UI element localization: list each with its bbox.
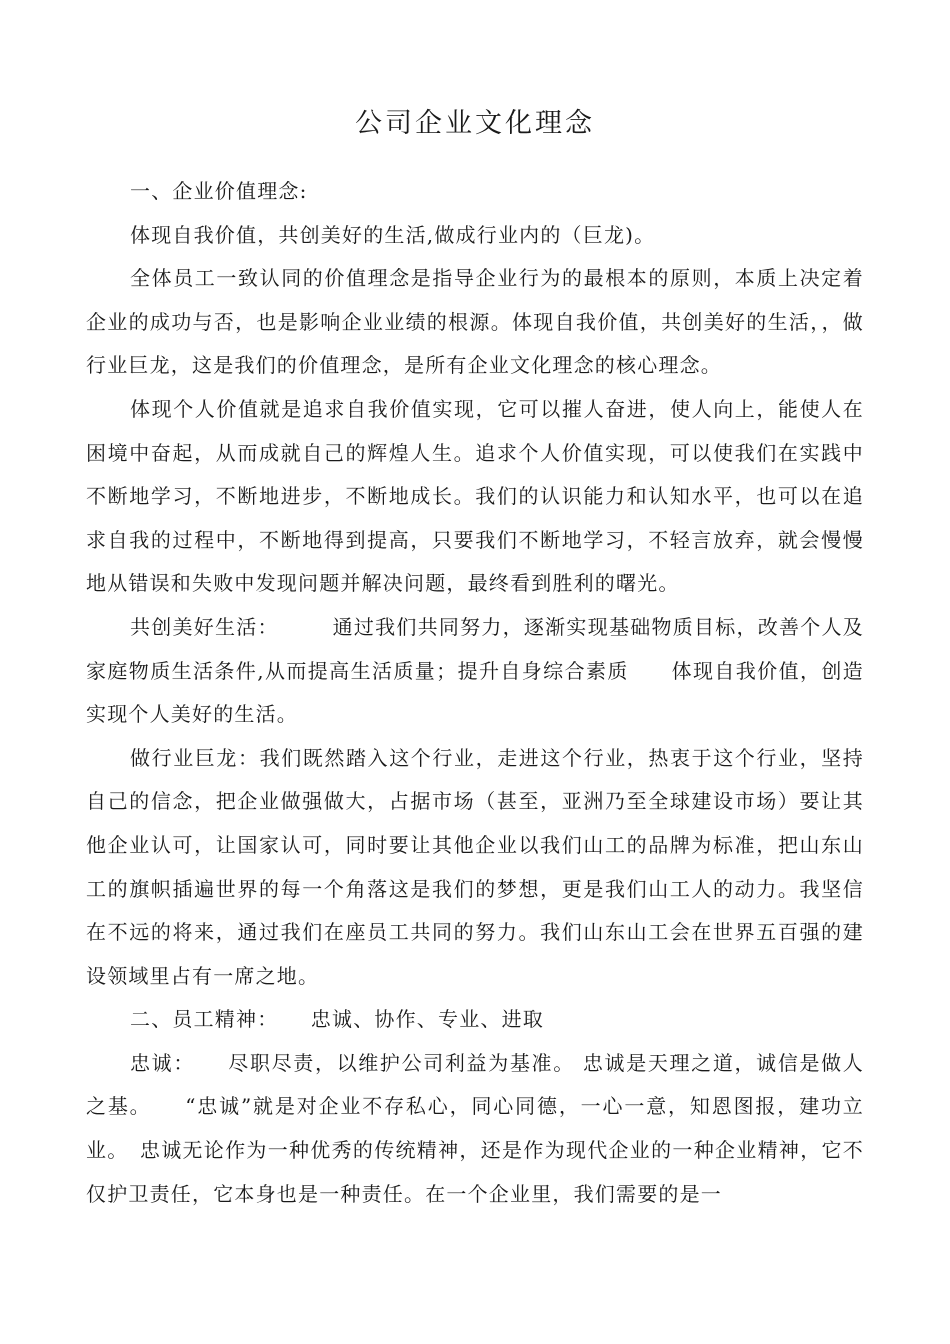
document-title: 公司企业文化理念 — [355, 108, 595, 139]
paragraph-loyalty: 忠诚： 尽职尽责，以维护公司利益为基准。 忠诚是天理之道，诚信是做人之基。 “忠诚”就是对企业不存私心，同心同德，一心一意，知恩图报，建功立业。 忠诚无论作为一种优秀的传统精神，还是作为现代企业的一种企业精神，它不仅护卫责任，它本身也是一种责任。在一个企业里，我们需要的是一 — [86, 1050, 864, 1206]
paragraph-values-slogan: 体现自我价值，共创美好的生活,做成行业内的（巨龙)。 — [130, 222, 656, 247]
document-page — [86, 100, 864, 1216]
paragraph-heading-spirit: 二、员工精神： 忠诚、协作、专业、进取 — [130, 1007, 544, 1032]
paragraph-industry-leader: 做行业巨龙：我们既然踏入这个行业，走进这个行业，热衷于这个行业，坚持自己的信念，把企业做强做大，占据市场（甚至，亚洲乃至全球建设市场）要让其他企业认可，让国家认可，同时要让其他企业以我们山工的品牌为标准，把山东山工的旗帜插遍世界的每一个角落这是我们的梦想，更是我们山工人的动力。我坚信在不远的将来，通过我们在座员工共同的努力。我们山东山工会在世界五百强的建设领域里占有一席之地。 — [86, 745, 864, 988]
paragraph-better-life: 共创美好生活： 通过我们共同努力，逐渐实现基础物质目标，改善个人及家庭物质生活条件,从而提高生活质量；提升自身综合素质 体现自我价值，创造实现个人美好的生活。 — [86, 614, 864, 727]
paragraph-personal-value: 体现个人价值就是追求自我价值实现，它可以摧人奋进，使人向上，能使人在困境中奋起，从而成就自己的辉煌人生。追求个人价值实现，可以使我们在实践中不断地学习，不断地进步，不断地成长。我们的认识能力和认知水平，也可以在追求自我的过程中，不断地得到提高，只要我们不断地学习，不轻言放弃，就会慢慢地从错误和失败中发现问题并解决问题，最终看到胜利的曙光。 — [86, 396, 864, 596]
paragraph-heading-values: 一、企业价值理念: — [130, 179, 308, 203]
paragraph-values-core: 全体员工一致认同的价值理念是指导企业行为的最根本的原则，本质上决定着企业的成功与否，也是影响企业业绩的根源。体现自我价值，共创美好的生活，，做行业巨龙，这是我们的价值理念，是所有企业文化理念的核心理念。 — [86, 266, 864, 378]
